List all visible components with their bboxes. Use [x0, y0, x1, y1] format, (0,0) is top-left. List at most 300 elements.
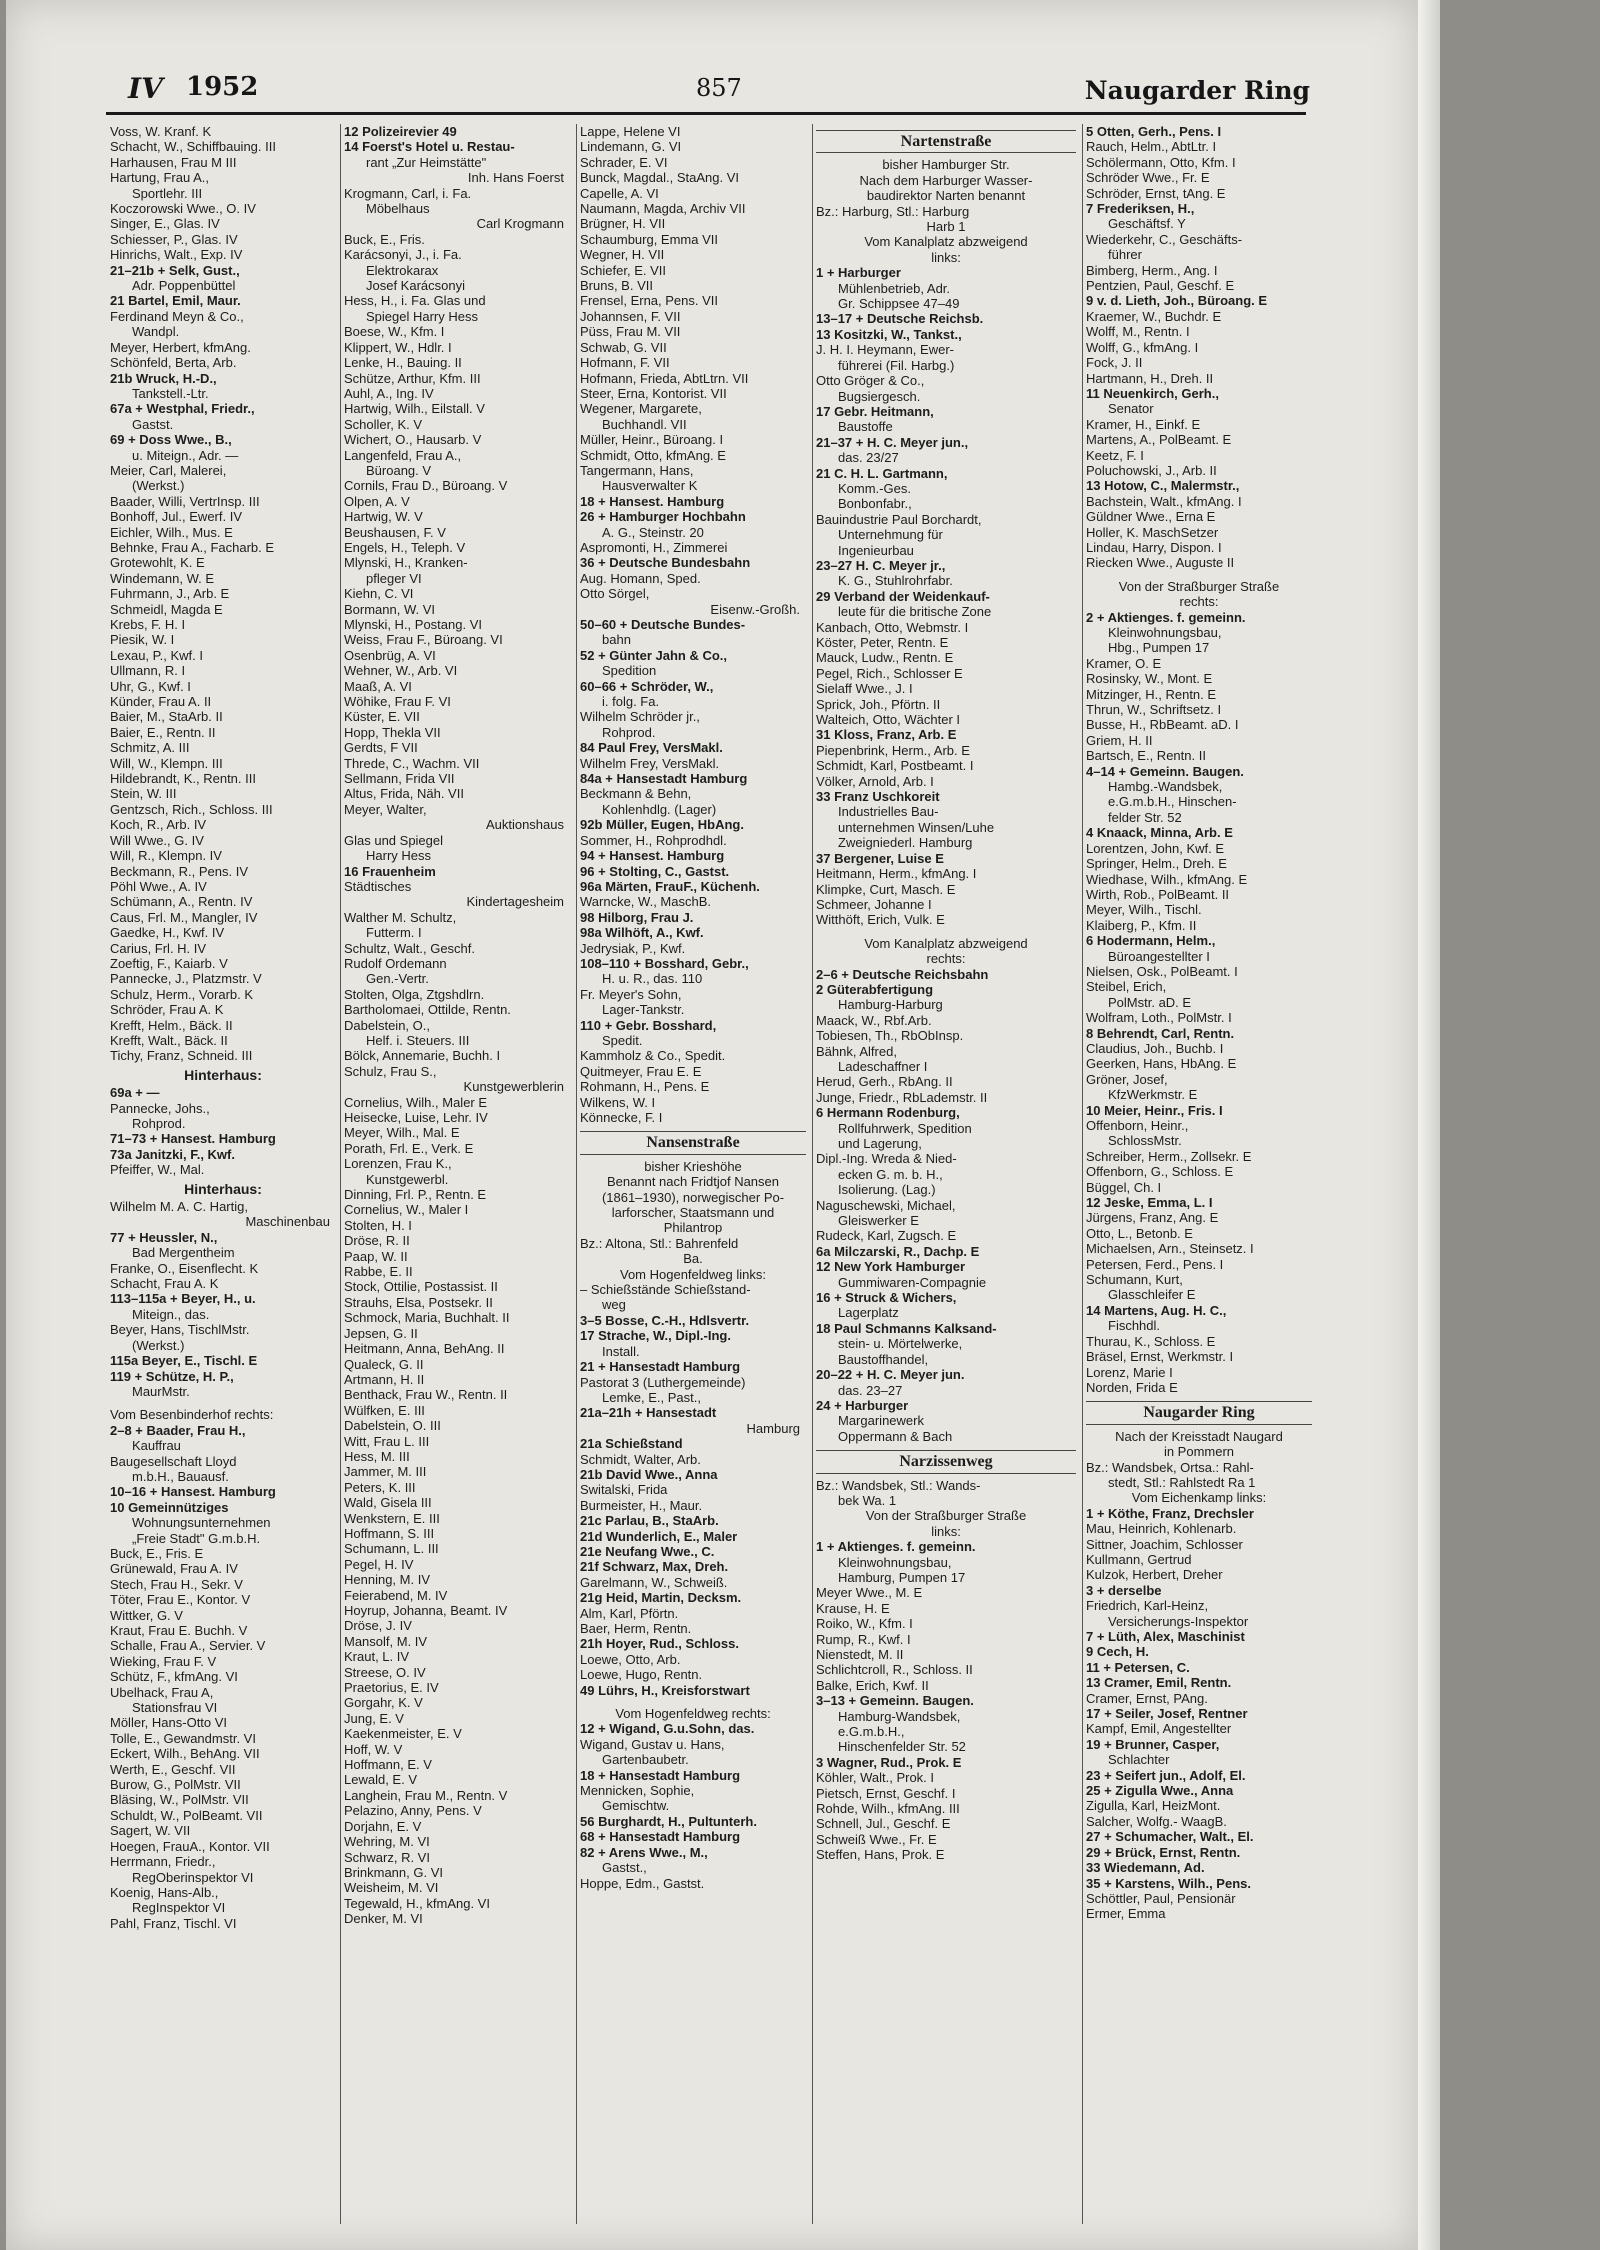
directory-entry: Wigand, Gustav u. Hans, [580, 1736, 725, 1752]
directory-entry: 21a Schießstand [580, 1436, 683, 1452]
directory-entry: Hartwig, W. V [344, 509, 423, 525]
directory-entry: Schwarz, R. VI [344, 1849, 430, 1865]
directory-entry: Klippert, W., Hdlr. I [344, 339, 452, 355]
directory-entry: Bachstein, Walt., kfmAng. I [1086, 493, 1242, 509]
street-note: Nach der Kreisstadt Naugard [1115, 1428, 1283, 1444]
directory-entry: 35 + Karstens, Wilh., Pens. [1086, 1875, 1251, 1891]
directory-entry: Möller, Hans-Otto VI [110, 1715, 228, 1731]
directory-entry: Herud, Gerh., RbAng. II [816, 1074, 953, 1090]
directory-entry: Claudius, Joh., Buchb. I [1086, 1040, 1224, 1056]
directory-entry: Behnke, Frau A., Facharb. E [110, 539, 275, 555]
directory-entry: Hausverwalter K [602, 478, 698, 494]
directory-entry: Cramer, Ernst, PAng. [1086, 1690, 1208, 1706]
directory-entry: Lenke, H., Bauing. II [344, 355, 462, 371]
directory-entry: Hoppe, Edm., Gastst. [580, 1875, 705, 1891]
directory-entry: 92b Müller, Eugen, HbAng. [580, 817, 744, 833]
directory-entry: Adr. Poppenbüttel [132, 278, 236, 294]
directory-entry: RegOberinspektor VI [132, 1869, 254, 1885]
street-note: Von der Straßburger Straße [865, 1508, 1027, 1524]
directory-entry: Kohlenhdlg. (Lager) [602, 801, 717, 817]
directory-entry: Kanbach, Otto, Webmstr. I [816, 619, 969, 635]
directory-entry: Hoffmann, E. V [344, 1757, 432, 1773]
directory-entry: Heitmann, Herm., kfmAng. I [816, 866, 977, 882]
directory-entry: 27 + Schumacher, Walt., El. [1086, 1829, 1254, 1845]
directory-entry: 2–6 + Deutsche Reichsbahn [816, 966, 989, 982]
directory-entry: Fischhdl. [1108, 1318, 1161, 1334]
directory-entry: Schütz, F., kfmAng. VI [110, 1669, 238, 1685]
directory-entry: Otto, L., Betonb. E [1086, 1225, 1193, 1241]
directory-entry: Gummiwaren-Compagnie [838, 1274, 987, 1290]
directory-entry: unternehmen Winsen/Luhe [838, 819, 995, 835]
directory-entry: Singer, E., Glas. IV [110, 216, 220, 232]
directory-entry: Schmidt, Karl, Postbeamt. I [816, 758, 974, 774]
directory-entry: Küster, E. VII [344, 709, 420, 725]
directory-entry: 98 Hilborg, Frau J. [580, 909, 694, 925]
directory-entry: Ingenieurbau [838, 542, 914, 558]
directory-entry: Inh. Hans Foerst [467, 170, 564, 186]
directory-entry: Schiesser, P., Glas. IV [110, 231, 238, 247]
directory-entry: Jepsen, G. II [344, 1325, 418, 1341]
directory-entry: Michaelsen, Arn., Steinsetz. I [1086, 1241, 1254, 1257]
spacer [580, 1698, 806, 1706]
directory-entry: Schümann, A., Rentn. IV [110, 894, 253, 910]
directory-entry: 7 Frederiksen, H., [1086, 201, 1195, 217]
directory-entry: Eckert, Wilh., BehAng. VII [110, 1746, 260, 1762]
directory-entry: 10 Meier, Heinr., Fris. I [1086, 1102, 1223, 1118]
directory-entry: Schalle, Frau A., Servier. V [110, 1638, 266, 1654]
directory-entry: Maack, W., Rbf.Arb. [816, 1012, 932, 1028]
directory-entry: Schölermann, Otto, Kfm. I [1086, 154, 1236, 170]
directory-entry: 7 + Lüth, Alex, Maschinist [1086, 1629, 1245, 1644]
directory-entry: PolMstr. aD. E [1108, 994, 1192, 1010]
directory-entry: 18 + Hansest. Hamburg [580, 493, 725, 509]
directory-entry: Wülfken, E. III [344, 1402, 425, 1418]
directory-entry: 16 + Struck & Wichers, [816, 1290, 957, 1306]
directory-entry: Steibel, Erich, [1086, 979, 1167, 995]
directory-entry: m.b.H., Bauausf. [132, 1468, 229, 1484]
street-note: Harb 1 [926, 219, 966, 235]
directory-entry: Rohprod. [132, 1116, 186, 1131]
directory-entry: Rudeck, Karl, Zugsch. E [816, 1228, 957, 1244]
directory-entry: Strauhs, Elsa, Postsekr. II [344, 1294, 493, 1310]
directory-entry: Wegner, H. VII [580, 247, 665, 263]
directory-entry: 1 + Aktienges. f. gemeinn. [816, 1539, 976, 1555]
directory-entry: Kindertagesheim [466, 894, 564, 910]
directory-entry: 25 + Zigulla Wwe., Anna [1086, 1783, 1234, 1799]
directory-entry: Boese, W., Kfm. I [344, 324, 445, 340]
directory-entry: Tolle, E., Gewandmstr. VI [110, 1730, 256, 1746]
spacer [110, 1399, 336, 1407]
directory-entry: Martens, A., PolBeamt. E [1086, 432, 1232, 448]
directory-entry: Wegener, Margarete, [580, 401, 702, 417]
directory-entry: Quitmeyer, Frau E. E [580, 1063, 702, 1079]
directory-entry: 1 + Köthe, Franz, Drechsler [1086, 1505, 1254, 1521]
directory-entry: Uhr, G., Kwf. I [110, 678, 191, 694]
directory-entry: Buck, E., Fris. E [110, 1545, 204, 1561]
directory-entry: J. H. I. Heymann, Ewer- [816, 342, 954, 358]
column-2 [344, 124, 570, 2234]
directory-entry: Altus, Frida, Näh. VII [344, 786, 464, 802]
directory-entry: Steer, Erna, Kontorist. VII [580, 385, 727, 401]
directory-entry: Roiko, W., Kfm. I [816, 1616, 913, 1632]
directory-entry: Künder, Frau A. II [110, 694, 212, 710]
directory-entry: Will, W., Klempn. III [110, 755, 223, 771]
street-note: Vom Hogenfeldweg links: [620, 1266, 766, 1282]
directory-entry: K. G., Stuhlrohrfabr. [838, 573, 953, 589]
directory-entry: Gastst., [602, 1860, 647, 1876]
header-rule [106, 112, 1306, 115]
street-note: bisher Krieshöhe [644, 1158, 742, 1174]
directory-entry: Baustoffhandel, [838, 1351, 929, 1367]
directory-entry: Wilhelm Schröder jr., [580, 709, 700, 725]
directory-entry: e.G.m.b.H., Hinschen- [1108, 794, 1237, 810]
directory-entry: Garelmann, W., Schweiß. [580, 1574, 728, 1590]
directory-entry: 2 Güterabfertigung [816, 981, 934, 997]
directory-entry: 113–115a + Beyer, H., u. [110, 1291, 256, 1307]
directory-entry: Griem, H. II [1086, 732, 1153, 748]
street-note: Von der Straßburger Straße [1118, 578, 1280, 594]
directory-entry: Mitzinger, H., Rentn. E [1086, 686, 1217, 702]
directory-entry: 69a + — [110, 1085, 160, 1101]
directory-entry: 3–13 + Gemeinn. Baugen. [816, 1693, 974, 1709]
directory-entry: Osenbrüg, A. VI [344, 647, 436, 663]
directory-entry: Artmann, H. II [344, 1371, 425, 1387]
directory-entry: 17 Gebr. Heitmann, [816, 403, 934, 419]
directory-entry: Vom Besenbinderhof rechts: [110, 1407, 274, 1423]
directory-entry: Wittker, G. V [110, 1607, 183, 1623]
directory-entry: 36 + Deutsche Bundesbahn [580, 555, 751, 571]
directory-entry: 23 + Seifert jun., Adolf, El. [1086, 1767, 1246, 1783]
directory-entry: Meyer, Walter, [344, 801, 427, 817]
directory-entry: 4 Knaack, Minna, Arb. E [1086, 825, 1233, 841]
street-note: larforscher, Staatsmann und [611, 1205, 775, 1221]
directory-entry: Schuldt, W., PolBeamt. VII [110, 1807, 263, 1823]
directory-entry: Ferdinand Meyn & Co., [110, 308, 244, 324]
directory-entry: Sagert, W. VII [110, 1823, 191, 1839]
directory-entry: 84 Paul Frey, VersMakl. [580, 740, 723, 756]
directory-entry: 8 Behrendt, Carl, Rentn. [1086, 1025, 1235, 1041]
directory-entry: Rabbe, E. II [344, 1264, 413, 1280]
directory-entry: 24 + Harburger [816, 1397, 909, 1413]
directory-entry: Krefft, Walt., Bäck. II [110, 1032, 228, 1048]
directory-entry: Hinschenfelder Str. 52 [838, 1739, 966, 1755]
directory-entry: Poluchowski, J., Arb. II [1086, 462, 1217, 478]
directory-entry: 73a Janitzki, F., Kwf. [110, 1146, 235, 1162]
directory-entry: Jedrysiak, P., Kwf. [580, 940, 686, 956]
directory-entry: Städtisches [344, 878, 412, 894]
directory-entry: bek Wa. 1 [838, 1492, 897, 1508]
directory-entry: Bruns, B. VII [580, 278, 653, 294]
directory-entry: Gastst. [132, 416, 174, 432]
directory-entry: Tichy, Franz, Schneid. III [110, 1048, 253, 1064]
directory-entry: Geerken, Hans, HbAng. E [1086, 1056, 1237, 1072]
directory-entry: Dinning, Frl. P., Rentn. E [344, 1187, 487, 1203]
directory-entry: Büggel, Ch. I [1086, 1179, 1162, 1195]
directory-entry: Jammer, M. III [344, 1464, 427, 1480]
street-note: Ba. [683, 1251, 703, 1267]
directory-entry: 18 + Hansestadt Hamburg [580, 1767, 741, 1783]
directory-entry: Industrielles Bau- [838, 804, 939, 820]
directory-entry: Gaedke, H., Kwf. IV [110, 925, 225, 941]
directory-entry: Kramer, O. E [1086, 655, 1162, 671]
column-divider [576, 124, 577, 2224]
directory-entry: Stech, Frau H., Sekr. V [110, 1576, 243, 1592]
directory-entry: Sellmann, Frida VII [344, 771, 455, 787]
directory-entry: Rosinsky, W., Mont. E [1086, 671, 1213, 687]
directory-entry: Wenkstern, E. III [344, 1510, 440, 1526]
street-heading: Naugarder Ring [1086, 1401, 1312, 1424]
directory-entry: Stolten, H. I [344, 1217, 412, 1233]
directory-entry: Hamburg-Harburg [838, 997, 943, 1013]
directory-entry: Holler, K. MaschSetzer [1086, 524, 1219, 540]
directory-entry: Rohprod. [602, 724, 656, 740]
directory-entry: 17 Strache, W., Dipl.-Ing. [580, 1328, 731, 1344]
directory-entry: 96 + Stolting, C., Gastst. [580, 863, 730, 879]
directory-entry: 94 + Hansest. Hamburg [580, 848, 725, 864]
directory-entry: Schröder, Ernst, tAng. E [1086, 185, 1226, 201]
column-divider [812, 124, 813, 2224]
directory-entry: Henning, M. IV [344, 1572, 430, 1588]
street-heading: Nartenstraße [816, 130, 1076, 153]
directory-entry: Kleinwohnungsbau, [1108, 625, 1222, 640]
directory-entry: Elektrokarax [366, 262, 439, 278]
directory-entry: Hess, M. III [344, 1448, 410, 1464]
directory-entry: Langhein, Frau M., Rentn. V [344, 1787, 508, 1803]
directory-entry: Kraemer, W., Buchdr. E [1086, 308, 1222, 324]
directory-entry: Lorentzen, John, Kwf. E [1086, 840, 1225, 856]
directory-entry: 21a–21h + Hansestadt [580, 1405, 717, 1421]
directory-entry: Franke, O., Eisenflecht. K [110, 1260, 259, 1276]
directory-entry: Schaumburg, Emma VII [580, 231, 718, 247]
directory-entry: Wirth, Rob., PolBeamt. II [1086, 886, 1230, 902]
section-subheading: Hinterhaus: [184, 1181, 262, 1197]
directory-entry: Baier, E., Rentn. II [110, 724, 216, 740]
directory-entry: 37 Bergener, Luise E [816, 850, 944, 866]
directory-entry: Hoyrup, Johanna, Beamt. IV [344, 1603, 508, 1618]
directory-entry: Güldner Wwe., Erna E [1086, 509, 1216, 525]
street-note: rechts: [1179, 594, 1219, 610]
directory-entry: Hamburg [746, 1420, 800, 1436]
directory-entry: Junge, Friedr., RbLademstr. II [816, 1089, 988, 1105]
directory-entry: führerei (Fil. Harbg.) [838, 357, 955, 373]
street-note: Nach dem Harburger Wasser- [859, 172, 1033, 188]
directory-entry: Geschäftsf. Y [1108, 216, 1186, 232]
directory-entry: Bauindustrie Paul Borchardt, [816, 511, 982, 527]
directory-entry: Bz.: Wandsbek, Ortsa.: Rahl- [1086, 1459, 1254, 1475]
directory-entry: Schiefer, E. VII [580, 262, 666, 278]
directory-entry: und Lagerung, [838, 1136, 922, 1151]
directory-entry: 21c Parlau, B., StaArb. [580, 1513, 719, 1529]
directory-entry: Maschinenbau [245, 1214, 330, 1230]
directory-entry: 29 Verband der Weidenkauf- [816, 588, 990, 604]
directory-entry: 6 Hodermann, Helm., [1086, 933, 1216, 949]
directory-entry: 5 Otten, Gerh., Pens. I [1086, 124, 1222, 139]
page-number: 857 [696, 74, 742, 102]
directory-page [6, 0, 1418, 2250]
directory-entry: Gerdts, F VII [344, 740, 418, 756]
directory-entry: Heitmann, Anna, BehAng. II [344, 1341, 505, 1357]
directory-entry: Kiehn, C. VI [344, 586, 414, 602]
directory-entry: Norden, Frida E [1086, 1379, 1178, 1395]
directory-entry: Will, R., Klempn. IV [110, 848, 222, 864]
directory-entry: Ladeschaffner I [838, 1058, 928, 1074]
directory-entry: 21h Hoyer, Rud., Schloss. [580, 1636, 739, 1652]
directory-entry: Hopp, Thekla VII [344, 724, 441, 740]
directory-entry: SchlossMstr. [1108, 1133, 1182, 1149]
directory-entry: 110 + Gebr. Bosshard, [580, 1017, 717, 1033]
directory-entry: Harry Hess [366, 848, 432, 864]
directory-entry: Meyer, Wilh., Tischl. [1086, 902, 1202, 918]
directory-entry: leute für die britische Zone [838, 604, 992, 620]
directory-entry: Windemann, W. E [110, 570, 215, 586]
directory-entry: Wiederkehr, C., Geschäfts- [1086, 231, 1243, 247]
directory-entry: Wieking, Frau F. V [110, 1653, 217, 1669]
directory-entry: (Werkst.) [132, 478, 185, 494]
directory-entry: Lappe, Helene VI [580, 124, 681, 139]
directory-entry: Dorjahn, E. V [344, 1818, 422, 1834]
directory-entry: bahn [602, 632, 631, 648]
directory-entry: Werth, E., Geschf. VII [110, 1761, 236, 1777]
directory-entry: Josef Karácsonyi [366, 278, 465, 294]
directory-entry: Petersen, Ferd., Pens. I [1086, 1256, 1224, 1272]
directory-entry: Hamburg, Pumpen 17 [838, 1569, 966, 1585]
directory-entry: 77 + Heussler, N., [110, 1229, 218, 1245]
directory-entry: Pahl, Franz, Tischl. VI [110, 1915, 237, 1931]
directory-entry: Krefft, Helm., Bäck. II [110, 1017, 233, 1033]
directory-entry: Jürgens, Franz, Ang. E [1086, 1210, 1219, 1226]
directory-entry: Buck, E., Fris. [344, 231, 425, 247]
street-note: Vom Eichenkamp links: [1131, 1490, 1267, 1506]
directory-entry: Carl Krogmann [476, 216, 564, 232]
directory-entry: Meyer Wwe., M. E [816, 1585, 923, 1601]
directory-entry: Miteign., das. [132, 1306, 210, 1322]
directory-entry: Kraut, Frau E. Buchh. V [110, 1623, 248, 1638]
street-note: baudirektor Narten benannt [866, 188, 1026, 204]
directory-entry: 23–27 H. C. Meyer jr., [816, 557, 946, 573]
directory-entry: Bartsch, E., Rentn. II [1086, 748, 1206, 764]
directory-entry: Kunstgewerblerin [463, 1079, 564, 1095]
directory-entry: Oppermann & Bach [838, 1428, 953, 1444]
directory-entry: Porath, Frl. E., Verk. E [344, 1140, 474, 1156]
directory-entry: Brügner, H. VII [580, 216, 666, 232]
directory-entry: Kramer, H., Einkf. E [1086, 416, 1201, 432]
directory-entry: Beyer, Hans, TischlMstr. [110, 1322, 250, 1338]
directory-entry: 13–17 + Deutsche Reichsb. [816, 311, 984, 327]
directory-entry: das. 23–27 [838, 1382, 903, 1398]
directory-entry: Schreiber, Herm., Zollsekr. E [1086, 1148, 1252, 1164]
directory-entry: Sprick, Joh., Pförtn. II [816, 696, 941, 712]
directory-entry: Helf. i. Steuers. III [366, 1032, 470, 1048]
directory-entry: Walteich, Otto, Wächter I [816, 712, 961, 728]
directory-entry: Bormann, W. VI [344, 601, 436, 617]
directory-entry: Harhausen, Frau M III [110, 154, 237, 170]
directory-entry: 21f Schwarz, Max, Dreh. [580, 1559, 729, 1575]
directory-entry: Piepenbrink, Herm., Arb. E [816, 742, 970, 758]
directory-entry: Paap, W. II [344, 1248, 408, 1264]
directory-entry: Lindau, Harry, Dispon. I [1086, 539, 1222, 555]
directory-entry: Eisenw.-Großh. [710, 601, 800, 617]
directory-entry: Beckmann & Behn, [580, 786, 692, 802]
directory-entry: Burmeister, H., Maur. [580, 1497, 703, 1513]
directory-entry: 115a Beyer, E., Tischl. E [110, 1353, 258, 1369]
directory-entry: Bimberg, Herm., Ang. I [1086, 262, 1218, 278]
directory-entry: 3–5 Bosse, C.-H., Hdlsvertr. [580, 1312, 750, 1328]
directory-entry: Aug. Homann, Sped. [580, 570, 701, 586]
directory-entry: Thurau, K., Schloss. E [1086, 1333, 1216, 1349]
directory-entry: Wolfram, Loth., PolMstr. I [1086, 1010, 1232, 1026]
directory-entry: Schweiß Wwe., Fr. E [816, 1831, 937, 1847]
directory-entry: Hartung, Frau A., [110, 170, 209, 186]
directory-entry: Mansolf, M. IV [344, 1633, 428, 1649]
directory-entry: 1 + Harburger [816, 265, 901, 281]
directory-entry: Margarinewerk [838, 1413, 924, 1429]
directory-entry: 98a Wilhöft, A., Kwf. [580, 925, 704, 941]
directory-entry: 12 Jeske, Emma, L. I [1086, 1195, 1213, 1211]
directory-entry: Burow, G., PolMstr. VII [110, 1777, 241, 1793]
directory-entry: 49 Lührs, H., Kreisforstwart [580, 1682, 750, 1698]
directory-entry: Scholler, K. V [344, 416, 423, 432]
directory-entry: Kullmann, Gertrud [1086, 1551, 1192, 1567]
directory-entry: Rump, R., Kwf. I [816, 1631, 911, 1647]
directory-entry: 56 Burghardt, H., Pultunterh. [580, 1813, 757, 1829]
directory-entry: 13 Hotow, C., Malermstr., [1086, 478, 1240, 494]
directory-entry: Cornelius, Wilh., Maler E [344, 1094, 488, 1110]
street-note: Vom Kanalplatz abzweigend [864, 234, 1028, 250]
directory-entry: Rauch, Helm., AbtLtr. I [1086, 139, 1217, 155]
directory-entry: Köhler, Walt., Prok. I [816, 1770, 935, 1786]
directory-entry: Rohde, Wilh., kfmAng. III [816, 1801, 960, 1817]
directory-entry: Schmeidl, Magda E [110, 601, 223, 617]
directory-entry: 20–22 + H. C. Meyer jun. [816, 1367, 965, 1383]
directory-entry: 33 Wiedemann, Ad. [1086, 1860, 1205, 1876]
directory-entry: Schultz, Walt., Geschf. [344, 940, 476, 956]
directory-entry: Eichler, Wilh., Mus. E [110, 524, 233, 540]
directory-entry: das. 23/27 [838, 450, 899, 466]
directory-entry: Wolff, G., kfmAng. I [1086, 339, 1199, 355]
directory-entry: Lorenzen, Frau K., [344, 1156, 452, 1172]
directory-entry: Bläsing, W., PolMstr. VII [110, 1792, 249, 1808]
directory-entry: Pastorat 3 (Luthergemeinde) [580, 1374, 746, 1390]
page-edge [1418, 0, 1440, 2250]
directory-entry: Kraut, L. IV [344, 1649, 410, 1665]
directory-entry: Möbelhaus [366, 201, 430, 217]
directory-entry: Bz.: Wandsbek, Stl.: Wands- [816, 1477, 981, 1493]
directory-entry: pfleger VI [366, 570, 422, 586]
year-label: 1952 [186, 72, 259, 102]
directory-entry: Ullmann, R. I [110, 663, 186, 679]
directory-entry: Weisheim, M. VI [344, 1880, 439, 1896]
directory-entry: Glasschleifer E [1108, 1287, 1196, 1303]
directory-entry: Warncke, W., MaschB. [580, 894, 711, 910]
directory-entry: Loewe, Hugo, Rentn. [580, 1667, 703, 1683]
directory-entry: 69 + Doss Wwe., B., [110, 432, 232, 448]
directory-entry: Mühlenbetrieb, Adr. [838, 280, 951, 296]
directory-entry: Büroang. V [366, 462, 432, 478]
directory-entry: Dröse, J. IV [344, 1618, 412, 1634]
directory-entry: Otto Gröger & Co., [816, 373, 925, 389]
directory-entry: Schlachter [1108, 1752, 1170, 1768]
street-heading: Nansenstraße [580, 1131, 806, 1154]
directory-entry: Beckmann, R., Pens. IV [110, 863, 249, 879]
directory-entry: 60–66 + Schröder, W., [580, 678, 714, 694]
directory-entry: Bunck, Magdal., StaAng. VI [580, 170, 739, 186]
directory-entry: Lorenz, Marie I [1086, 1364, 1173, 1380]
directory-entry: Krebs, F. H. I [110, 617, 186, 632]
directory-entry: Tangermann, Hans, [580, 462, 694, 478]
directory-entry: Bräsel, Ernst, Werkmstr. I [1086, 1349, 1234, 1365]
directory-entry: 13 Cramer, Emil, Rentn. [1086, 1675, 1232, 1691]
directory-entry: Dipl.-Ing. Wreda & Nied- [816, 1151, 957, 1167]
